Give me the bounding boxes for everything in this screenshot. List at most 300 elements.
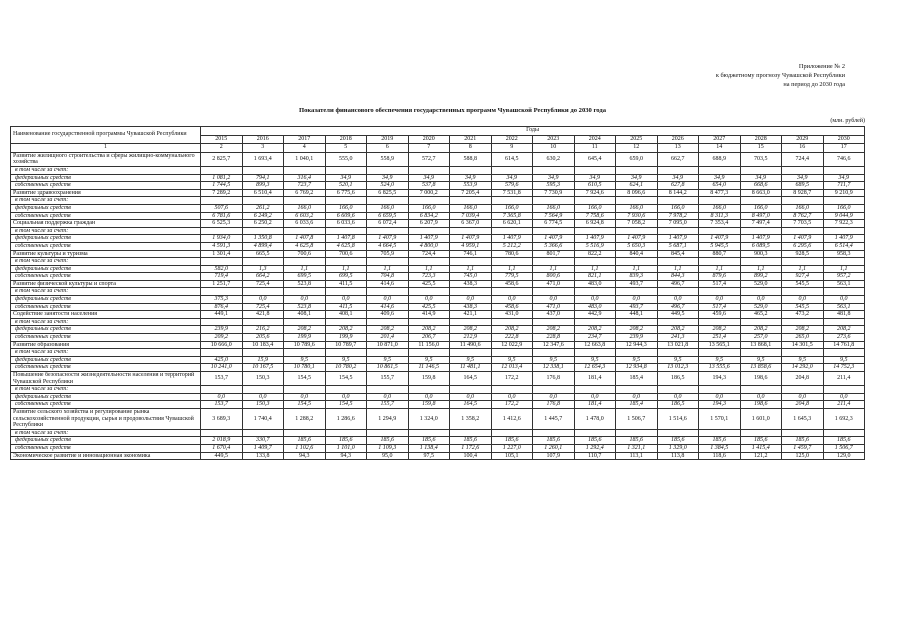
value-cell — [491, 288, 533, 296]
row-name: собственных средств — [11, 242, 201, 250]
value-cell: 1 138,4 — [408, 444, 450, 452]
value-cell: 458,6 — [491, 303, 533, 311]
value-cell: 185,6 — [367, 437, 409, 445]
value-cell — [450, 288, 492, 296]
value-cell: 523,8 — [284, 280, 326, 288]
value-cell: 928,5 — [782, 250, 824, 258]
value-cell — [201, 197, 243, 205]
value-cell: 700,6 — [284, 250, 326, 258]
value-cell: 1 358,2 — [450, 408, 492, 429]
value-cell: 1,1 — [367, 265, 409, 273]
value-cell: 185,4 — [616, 372, 658, 386]
value-cell: 0,0 — [284, 393, 326, 401]
value-cell: 6 249,2 — [242, 212, 284, 220]
value-cell: 8 497,0 — [740, 212, 782, 220]
value-cell: 208,2 — [408, 326, 450, 334]
column-number: 9 — [491, 144, 533, 153]
value-cell: 659,0 — [616, 152, 658, 166]
value-cell: 125,0 — [782, 452, 824, 460]
value-cell: 411,5 — [325, 280, 367, 288]
value-cell: 1 172,6 — [450, 444, 492, 452]
value-cell: 471,0 — [533, 303, 575, 311]
value-cell: 1,1 — [782, 265, 824, 273]
value-cell: 9,5 — [699, 356, 741, 364]
value-cell: 7 095,0 — [657, 220, 699, 228]
column-number: 11 — [574, 144, 616, 153]
value-cell — [284, 166, 326, 174]
value-cell: 1 292,4 — [574, 444, 616, 452]
value-cell: 10 789,7 — [325, 341, 367, 349]
value-cell — [408, 288, 450, 296]
value-cell: 0,0 — [782, 393, 824, 401]
value-cell: 7 924,6 — [574, 189, 616, 197]
value-cell: 0,0 — [450, 296, 492, 304]
value-cell: 711,7 — [823, 182, 865, 190]
value-cell: 958,3 — [823, 250, 865, 258]
row-name: Развитие физической культуры и спорта — [11, 280, 201, 288]
value-cell: 181,4 — [574, 401, 616, 409]
value-cell: 699,5 — [325, 273, 367, 281]
value-cell: 0,0 — [242, 393, 284, 401]
value-cell — [408, 429, 450, 437]
value-cell — [367, 258, 409, 266]
value-cell — [782, 166, 824, 174]
value-cell — [325, 258, 367, 266]
value-cell: 0,0 — [699, 296, 741, 304]
value-cell: 186,5 — [657, 401, 699, 409]
value-cell: 1,1 — [740, 265, 782, 273]
funding-source-row — [11, 204, 865, 212]
value-cell: 449,1 — [201, 311, 243, 319]
value-cell: 204,8 — [782, 372, 824, 386]
value-cell: 316,4 — [284, 174, 326, 182]
value-cell: 1 286,6 — [325, 408, 367, 429]
value-cell: 421,8 — [242, 311, 284, 319]
breakdown-label-row — [11, 227, 865, 235]
value-cell: 107,9 — [533, 452, 575, 460]
row-name: федеральных средств — [11, 265, 201, 273]
year-header: 2029 — [782, 135, 824, 144]
value-cell: 216,2 — [242, 326, 284, 334]
row-name: федеральных средств — [11, 296, 201, 304]
value-cell: 1 407,8 — [325, 235, 367, 243]
value-cell: 194,3 — [699, 401, 741, 409]
value-cell — [699, 429, 741, 437]
value-cell — [450, 386, 492, 394]
value-cell: 34,9 — [740, 174, 782, 182]
value-cell: 206,7 — [408, 334, 450, 342]
value-cell: 1,1 — [699, 265, 741, 273]
value-cell: 1 324,0 — [408, 408, 450, 429]
funding-source-row — [11, 242, 865, 250]
value-cell: 1 506,7 — [823, 444, 865, 452]
value-cell — [325, 288, 367, 296]
row-name: Развитие здравоохранения — [11, 189, 201, 197]
value-cell — [201, 429, 243, 437]
value-cell — [408, 258, 450, 266]
year-header: 2024 — [574, 135, 616, 144]
value-cell: 1 514,6 — [657, 408, 699, 429]
funding-source-row — [11, 326, 865, 334]
value-cell: 8 928,7 — [782, 189, 824, 197]
value-cell — [616, 386, 658, 394]
value-cell: 185,6 — [325, 437, 367, 445]
value-cell: 10 861,5 — [367, 364, 409, 372]
value-cell: 840,4 — [616, 250, 658, 258]
value-cell: 13 858,6 — [740, 364, 782, 372]
value-cell: 199,9 — [325, 334, 367, 342]
row-name: собственных средств — [11, 444, 201, 452]
value-cell: 703,5 — [740, 152, 782, 166]
value-cell: 129,0 — [823, 452, 865, 460]
value-cell: 0,0 — [616, 296, 658, 304]
value-cell: 9,5 — [367, 356, 409, 364]
breakdown-label-row — [11, 197, 865, 205]
value-cell — [657, 318, 699, 326]
value-cell: 6 603,2 — [284, 212, 326, 220]
value-cell: 1 570,1 — [699, 408, 741, 429]
value-cell — [491, 166, 533, 174]
value-cell: 880,7 — [699, 250, 741, 258]
value-cell: 1 301,4 — [201, 250, 243, 258]
value-cell — [284, 349, 326, 357]
value-cell: 6 774,5 — [533, 220, 575, 228]
value-cell: 1 407,9 — [699, 235, 741, 243]
value-cell: 654,0 — [699, 182, 741, 190]
funding-source-row — [11, 212, 865, 220]
value-cell: 94,3 — [325, 452, 367, 460]
value-cell: 34,9 — [823, 174, 865, 182]
value-cell: 588,8 — [450, 152, 492, 166]
value-cell: 0,0 — [408, 393, 450, 401]
value-cell — [782, 318, 824, 326]
value-cell — [325, 197, 367, 205]
value-cell: 1,1 — [657, 265, 699, 273]
value-cell: 0,0 — [367, 296, 409, 304]
value-cell: 9,5 — [408, 356, 450, 364]
row-name: федеральных средств — [11, 393, 201, 401]
value-cell: 493,7 — [616, 280, 658, 288]
value-cell: 517,4 — [699, 280, 741, 288]
value-cell: 166,0 — [450, 204, 492, 212]
value-cell: 211,4 — [823, 372, 865, 386]
value-cell: 204,8 — [782, 401, 824, 409]
value-cell: 0,0 — [533, 296, 575, 304]
value-cell: 273,6 — [823, 334, 865, 342]
value-cell: 579,6 — [491, 182, 533, 190]
value-cell: 166,0 — [367, 204, 409, 212]
value-cell — [782, 429, 824, 437]
value-cell: 745,0 — [450, 273, 492, 281]
value-cell — [284, 429, 326, 437]
value-cell: 1,1 — [823, 265, 865, 273]
value-cell — [657, 197, 699, 205]
value-cell: 12 347,6 — [533, 341, 575, 349]
value-cell: 0,0 — [408, 296, 450, 304]
row-name: в том числе за счет: — [11, 258, 201, 266]
value-cell: 1 407,9 — [657, 235, 699, 243]
value-cell: 6 250,2 — [242, 220, 284, 228]
value-cell: 34,9 — [450, 174, 492, 182]
value-cell: 1 934,0 — [201, 235, 243, 243]
value-cell — [533, 197, 575, 205]
value-cell — [740, 288, 782, 296]
value-cell: 9,5 — [823, 356, 865, 364]
value-cell: 154,5 — [284, 372, 326, 386]
column-number-row — [11, 144, 865, 153]
value-cell: 34,9 — [657, 174, 699, 182]
value-cell: 1 251,7 — [201, 280, 243, 288]
value-cell: 1 407,9 — [740, 235, 782, 243]
value-cell: 1 601,0 — [740, 408, 782, 429]
value-cell — [284, 386, 326, 394]
value-cell — [284, 197, 326, 205]
value-cell: 9,5 — [284, 356, 326, 364]
value-cell: 614,5 — [491, 152, 533, 166]
value-cell: 821,1 — [574, 273, 616, 281]
value-cell: 4 625,8 — [325, 242, 367, 250]
value-cell: 473,2 — [782, 311, 824, 319]
value-cell: 9,5 — [574, 356, 616, 364]
value-cell: 0,0 — [823, 296, 865, 304]
value-cell — [574, 166, 616, 174]
value-cell: 208,2 — [450, 326, 492, 334]
year-header: 2023 — [533, 135, 575, 144]
value-cell: 0,0 — [616, 393, 658, 401]
value-cell: 11 481,1 — [450, 364, 492, 372]
value-cell: 1,1 — [325, 265, 367, 273]
value-cell — [242, 166, 284, 174]
value-cell: 1 407,9 — [367, 235, 409, 243]
value-cell: 876,4 — [201, 303, 243, 311]
value-cell: 7 703,5 — [782, 220, 824, 228]
program-row — [11, 408, 865, 429]
value-cell: 668,6 — [740, 182, 782, 190]
value-cell: 1,1 — [533, 265, 575, 273]
value-cell: 257,0 — [740, 334, 782, 342]
value-cell: 6 510,4 — [242, 189, 284, 197]
value-cell: 94,3 — [284, 452, 326, 460]
row-name: Развитие жилищного строительства и сферы жилищно-коммунального хозяйства — [11, 152, 201, 166]
value-cell — [574, 429, 616, 437]
value-cell: 121,2 — [740, 452, 782, 460]
funding-source-row — [11, 235, 865, 243]
row-name: федеральных средств — [11, 356, 201, 364]
value-cell — [533, 166, 575, 174]
value-cell: 7 000,2 — [408, 189, 450, 197]
funding-source-row — [11, 303, 865, 311]
value-cell: 507,6 — [201, 204, 243, 212]
value-cell: 6 207,9 — [408, 220, 450, 228]
value-cell: 465,2 — [740, 311, 782, 319]
appendix-line-3: на период до 2030 года — [783, 81, 845, 89]
value-cell — [408, 349, 450, 357]
value-cell: 582,0 — [201, 265, 243, 273]
value-cell: 10 780,1 — [284, 364, 326, 372]
value-cell: 12 013,4 — [491, 364, 533, 372]
breakdown-label-row — [11, 386, 865, 394]
value-cell: 2 825,7 — [201, 152, 243, 166]
value-cell: 1 407,9 — [823, 235, 865, 243]
value-cell: 7 531,8 — [491, 189, 533, 197]
value-cell: 1 227,0 — [491, 444, 533, 452]
value-cell: 0,0 — [325, 393, 367, 401]
value-cell — [367, 386, 409, 394]
value-cell: 627,8 — [657, 182, 699, 190]
value-cell: 172,2 — [491, 401, 533, 409]
value-cell: 496,7 — [657, 280, 699, 288]
value-cell: 34,9 — [574, 174, 616, 182]
value-cell: 12 934,8 — [616, 364, 658, 372]
value-cell: 185,6 — [740, 437, 782, 445]
value-cell — [616, 197, 658, 205]
value-cell: 408,1 — [325, 311, 367, 319]
value-cell: 0,0 — [782, 296, 824, 304]
value-cell — [284, 318, 326, 326]
value-cell: 251,4 — [699, 334, 741, 342]
column-number: 8 — [450, 144, 492, 153]
column-number: 1 — [11, 144, 201, 153]
value-cell: 845,4 — [657, 250, 699, 258]
program-row — [11, 152, 865, 166]
row-name: федеральных средств — [11, 326, 201, 334]
value-cell: 150,3 — [242, 401, 284, 409]
value-cell: 0,0 — [201, 393, 243, 401]
value-cell: 689,5 — [782, 182, 824, 190]
value-cell: 6 659,5 — [367, 212, 409, 220]
value-cell: 1 407,9 — [533, 235, 575, 243]
value-cell — [367, 318, 409, 326]
value-cell: 414,9 — [408, 311, 450, 319]
value-cell: 6 609,6 — [325, 212, 367, 220]
value-cell: 6 525,3 — [201, 220, 243, 228]
value-cell — [284, 227, 326, 235]
value-cell: 1 081,2 — [201, 174, 243, 182]
value-cell: 7 730,9 — [533, 189, 575, 197]
value-cell: 1 040,1 — [284, 152, 326, 166]
value-cell: 212,9 — [450, 334, 492, 342]
value-cell — [740, 429, 782, 437]
value-cell — [450, 197, 492, 205]
value-cell: 205,6 — [242, 334, 284, 342]
funding-source-row — [11, 364, 865, 372]
value-cell — [574, 197, 616, 205]
value-cell: 208,2 — [823, 326, 865, 334]
value-cell — [574, 227, 616, 235]
year-header: 2022 — [491, 135, 533, 144]
value-cell: 1,1 — [450, 265, 492, 273]
value-cell: 704,8 — [367, 273, 409, 281]
value-cell: 1,1 — [616, 265, 658, 273]
value-cell: 12 338,1 — [533, 364, 575, 372]
value-cell: 159,8 — [408, 372, 450, 386]
appendix-line-1: Приложение № 2 — [798, 63, 845, 70]
row-name: Развитие образования — [11, 341, 201, 349]
breakdown-label-row — [11, 318, 865, 326]
funding-source-row — [11, 356, 865, 364]
value-cell: 194,3 — [699, 372, 741, 386]
value-cell: 9,5 — [533, 356, 575, 364]
value-cell: 7 353,4 — [699, 220, 741, 228]
program-row — [11, 220, 865, 228]
value-cell: 0,0 — [740, 296, 782, 304]
value-cell: 839,3 — [616, 273, 658, 281]
value-cell: 0,0 — [491, 296, 533, 304]
value-cell: 1 384,5 — [699, 444, 741, 452]
value-cell: 5 650,3 — [616, 242, 658, 250]
breakdown-label-row — [11, 349, 865, 357]
value-cell: 166,0 — [823, 204, 865, 212]
value-cell: 239,9 — [201, 326, 243, 334]
column-number: 14 — [699, 144, 741, 153]
value-cell: 6 089,5 — [740, 242, 782, 250]
value-cell: 186,5 — [657, 372, 699, 386]
value-cell: 572,7 — [408, 152, 450, 166]
value-cell: 9 044,9 — [823, 212, 865, 220]
column-number: 16 — [782, 144, 824, 153]
value-cell — [408, 197, 450, 205]
year-header: 2026 — [657, 135, 699, 144]
value-cell: 471,0 — [533, 280, 575, 288]
value-cell — [284, 258, 326, 266]
value-cell — [699, 258, 741, 266]
row-name: Развитие сельского хозяйства и регулирование рынка сельскохозяйственной продукции, сырья и продовольствия Чувашской Республики — [11, 408, 201, 429]
value-cell — [574, 386, 616, 394]
value-cell — [325, 166, 367, 174]
value-cell: 408,1 — [284, 311, 326, 319]
value-cell: 0,0 — [491, 393, 533, 401]
table-body — [11, 152, 865, 459]
value-cell: 185,6 — [699, 437, 741, 445]
value-cell: 1,1 — [491, 265, 533, 273]
value-cell: 5 945,5 — [699, 242, 741, 250]
value-cell: 118,6 — [699, 452, 741, 460]
value-cell: 1 740,4 — [242, 408, 284, 429]
value-cell — [491, 349, 533, 357]
value-cell — [657, 429, 699, 437]
row-name: в том числе за счет: — [11, 349, 201, 357]
value-cell — [242, 288, 284, 296]
value-cell: 97,5 — [408, 452, 450, 460]
value-cell: 9,5 — [616, 356, 658, 364]
value-cell — [450, 318, 492, 326]
column-number: 10 — [533, 144, 575, 153]
breakdown-label-row — [11, 288, 865, 296]
value-cell: 34,9 — [782, 174, 824, 182]
value-cell — [699, 288, 741, 296]
value-cell: 4 800,0 — [408, 242, 450, 250]
column-number: 2 — [201, 144, 243, 153]
program-row — [11, 189, 865, 197]
value-cell: 12 944,3 — [616, 341, 658, 349]
value-cell: 481,8 — [823, 311, 865, 319]
value-cell: 8 311,3 — [699, 212, 741, 220]
value-cell: 7 289,2 — [201, 189, 243, 197]
value-cell: 113,8 — [657, 452, 699, 460]
value-cell — [657, 349, 699, 357]
value-cell: 524,0 — [367, 182, 409, 190]
row-name: собственных средств — [11, 401, 201, 409]
value-cell: 110,7 — [574, 452, 616, 460]
value-cell — [657, 288, 699, 296]
value-cell — [325, 429, 367, 437]
value-cell: 1 329,0 — [657, 444, 699, 452]
value-cell — [325, 227, 367, 235]
year-header: 2015 — [201, 135, 243, 144]
value-cell: 13 021,8 — [657, 341, 699, 349]
year-header: 2019 — [367, 135, 409, 144]
value-cell — [782, 227, 824, 235]
